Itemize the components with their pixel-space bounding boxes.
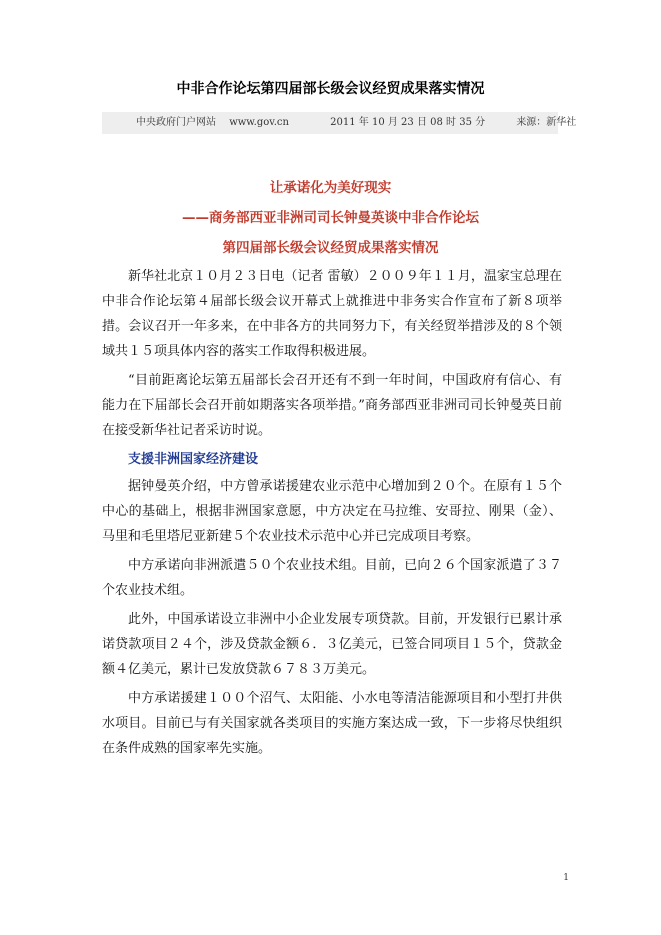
paragraph: 新华社北京１０月２３日电（记者 雷敏）２００９年１１月，温家宝总理在中非合作论坛第４届部长级会议开幕式上就推进中非务实合作宣布了新８项举措。会议召开一年多来，在中非各方的共同努力下，有关经贸举措涉及的８个领域共１５项具体内容的落实工作取得积极进展。 [102, 269, 562, 359]
section-heading: 支援非洲国家经济建设 [128, 452, 259, 467]
meta-url: www.gov.cn [229, 117, 289, 128]
paragraph: 中方承诺向非洲派遣５０个农业技术组。目前，已向２６个国家派遣了３７个农业技术组。 [102, 558, 562, 598]
document-title: 中非合作论坛第四届部长级会议经贸成果落实情况 [176, 81, 485, 97]
meta-site: 中央政府门户网站 [136, 117, 216, 128]
page-number: 1 [563, 873, 569, 883]
paragraph: 据钟曼英介绍，中方曾承诺援建农业示范中心增加到２０个。在原有１５个中心的基础上，根据非洲国家意愿，中方决定在马拉维、安哥拉、刚果（金）、马里和毛里塔尼亚新建５个农业技术示范中心并已完成项目考察。 [102, 479, 562, 544]
paragraph: 中方承诺援建１００个沼气、太阳能、小水电等清洁能源项目和小型打井供水项目。目前已与有关国家就各类项目的实施方案达成一致，下一步将尽快组织在条件成熟的国家率先实施。 [102, 691, 562, 756]
section-heading-wrap [102, 447, 562, 472]
headline-line-3: 第四届部长级会议经贸成果落实情况 [222, 240, 439, 256]
headline-line-1: 让承诺化为美好现实 [269, 180, 392, 196]
paragraph: 此外，中国承诺设立非洲中小企业发展专项贷款。目前，开发银行已累计承诺贷款项目２４个，涉及贷款金额６．３亿美元，已签合同项目１５个，贷款金额４亿美元，累计已发放贷款６７８３万美元。 [102, 612, 562, 677]
meta-bar [102, 112, 577, 134]
paragraph: “目前距离论坛第五届部长会召开还有不到一年时间，中国政府有信心、有能力在下届部长会召开前如期落实各项举措。”商务部西亚非洲司司长钟曼英日前在接受新华社记者采访时说。 [102, 373, 562, 438]
meta-date: 2011 年 10 月 23 日 08 时 35 分 [330, 117, 486, 128]
headline-line-2: ——商务部西亚非洲司司长钟曼英谈中非合作论坛 [182, 210, 479, 226]
meta-source: 来源：新华社 [516, 117, 577, 128]
article-body [102, 264, 562, 761]
